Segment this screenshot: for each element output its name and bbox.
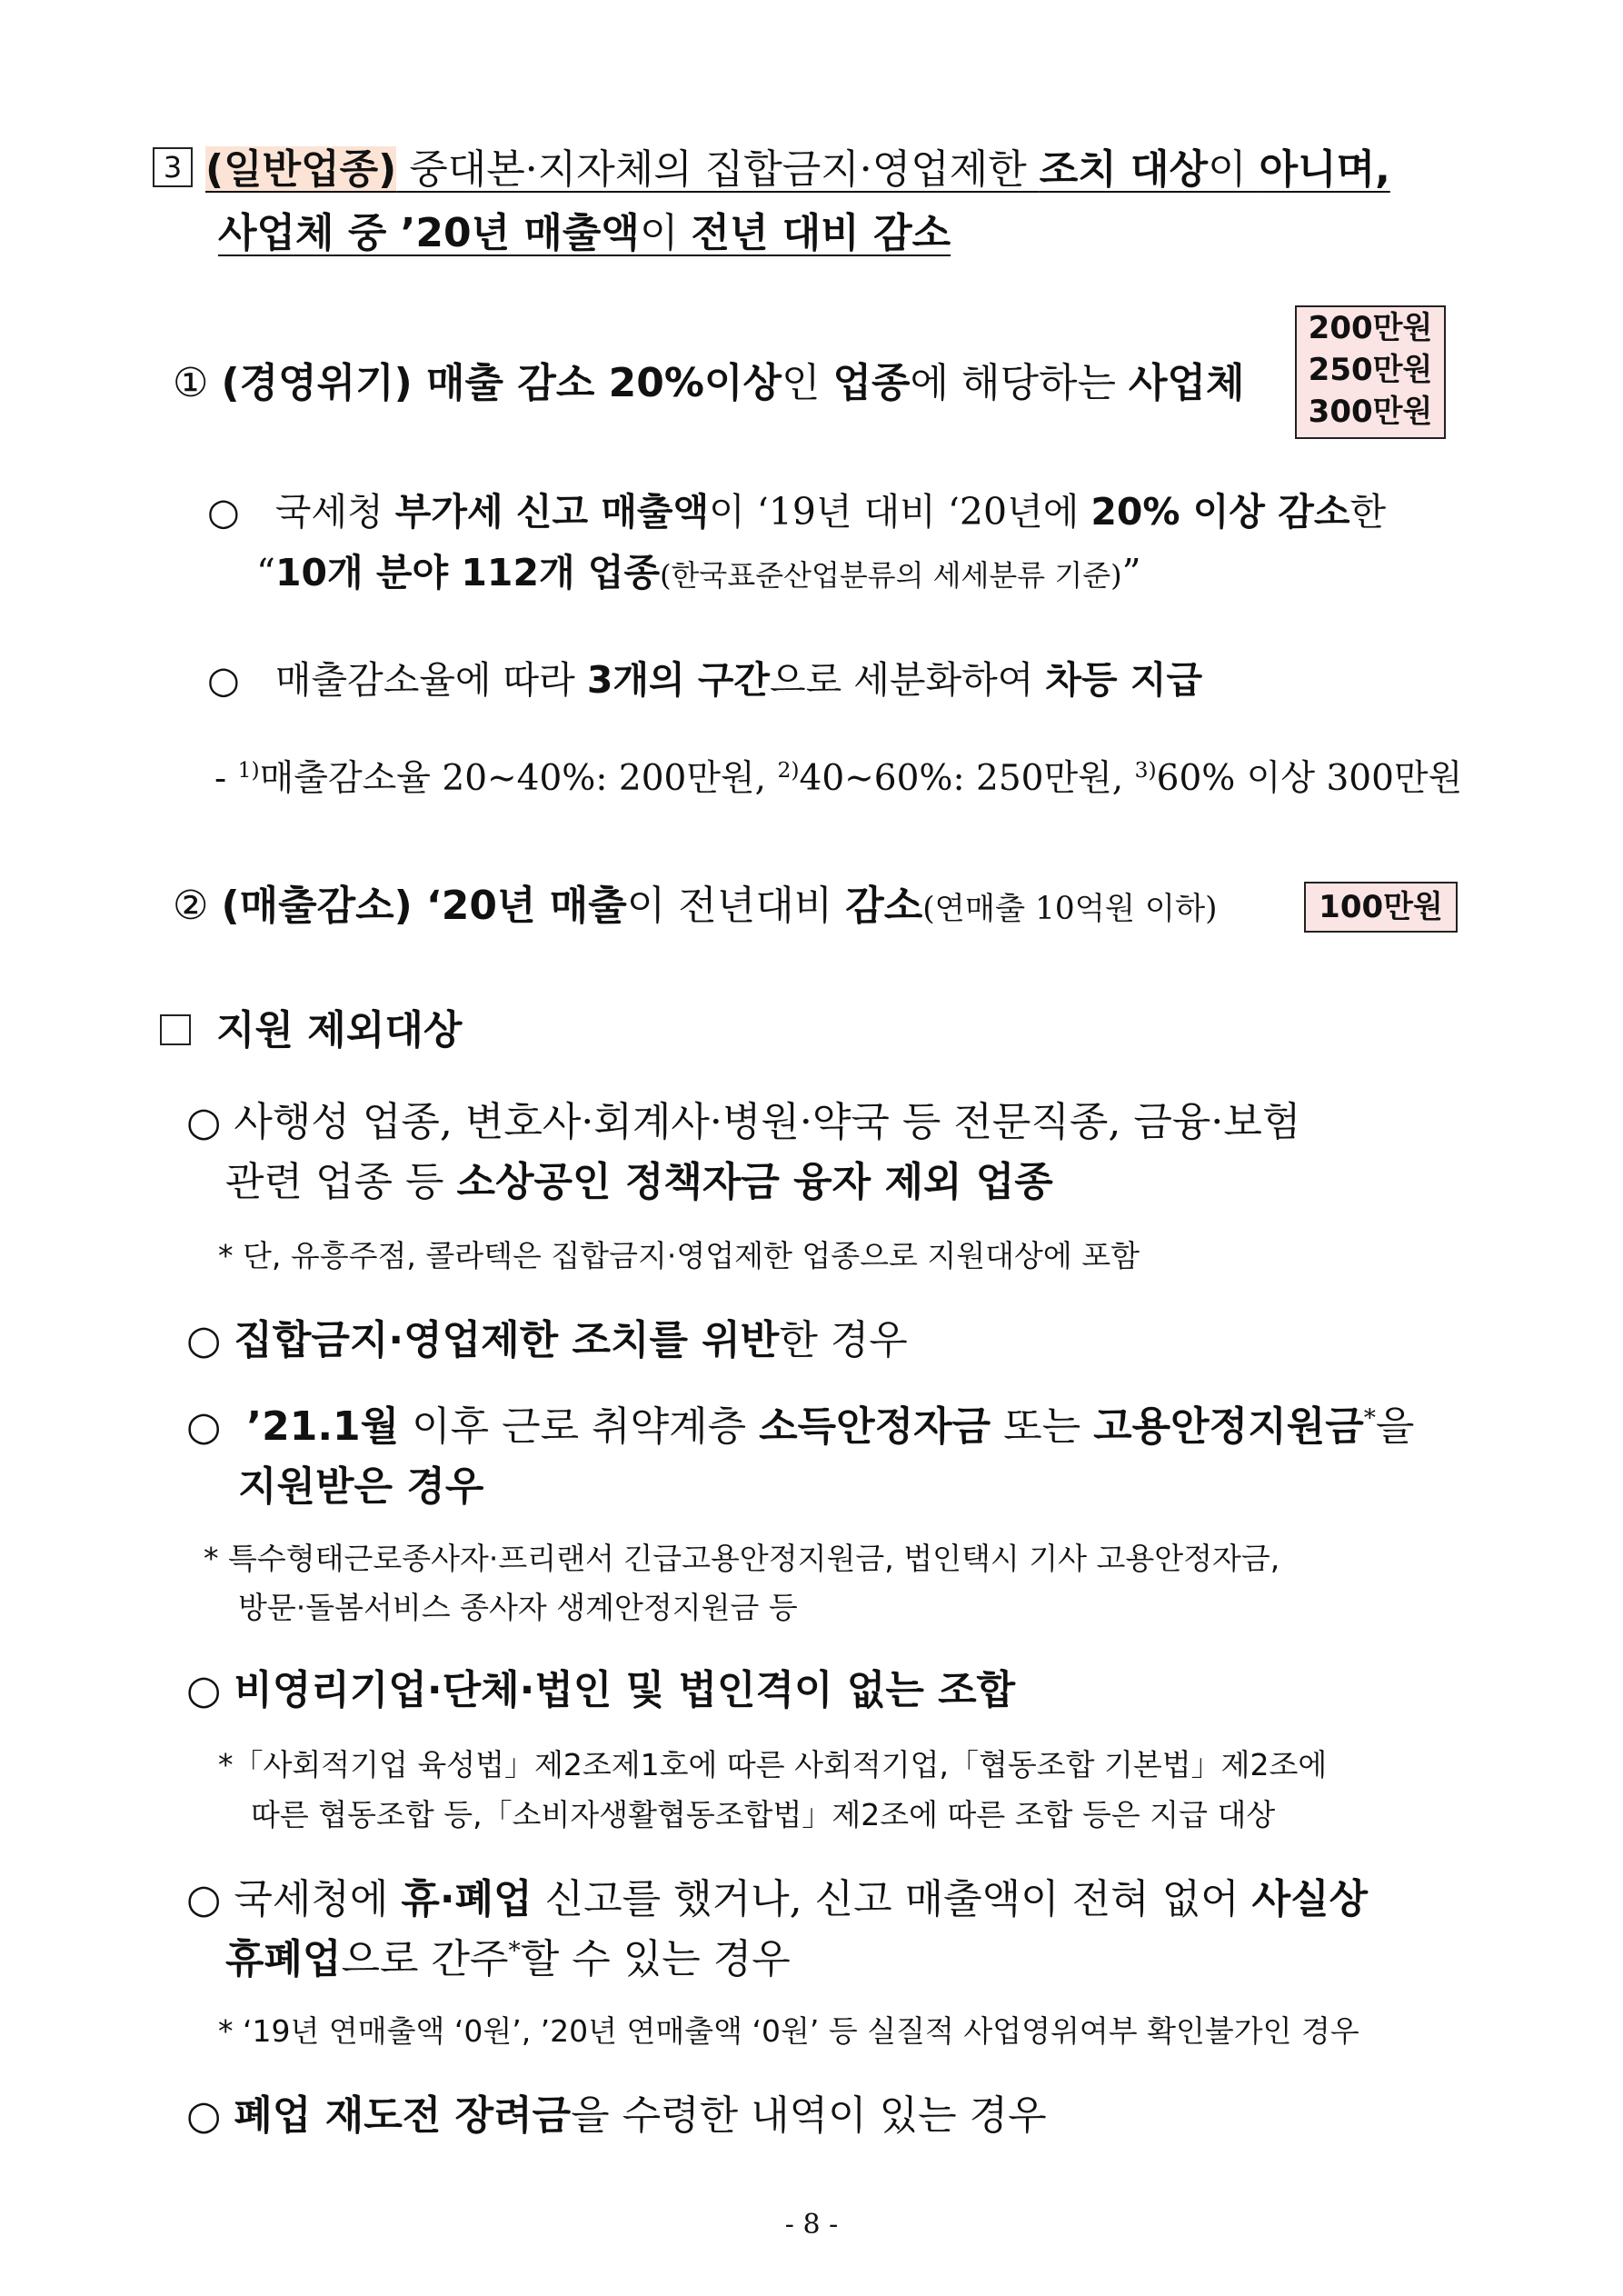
exclusion-5-note: * ‘19년 연매출액 ‘0원’, ’20년 연매출액 ‘0원’ 등 실질적 사업영위여부 확인불가인 경우 [218, 2013, 1359, 2049]
item2-heading: ② (매출감소) ‘20년 매출이 전년대비 감소(연매출 10억원 이하) [173, 883, 1218, 929]
checkbox-square-icon [160, 1014, 191, 1045]
item1-heading: ① (경영위기) 매출 감소 20%이상인 업종에 해당하는 사업체 [173, 360, 1245, 406]
section3-line2: 사업체 중 ’20년 매출액이 전년 대비 감소 [218, 210, 951, 256]
section3-category: (일반업종) [205, 146, 397, 193]
exclusion-1-line1: ○ 사행성 업종, 변호사·회계사·병원·약국 등 전문직종, 금융·보험 [186, 1099, 1301, 1145]
exclusion-4-note2: 따른 협동조합 등,「소비자생활협동조합법」제2조에 따른 조합 등은 지급 대상 [251, 1797, 1276, 1832]
item1-tiers: - $^{1)}$매출감소율 20~40%: 200만원, $^{2)}$40~60%: 250만원, $^{3)}$60% 이상 300만원 [214, 757, 1463, 799]
item1-bullet2: ○ 매출감소율에 따라 3개의 구간으로 세분화하여 차등 지급 [207, 658, 1203, 702]
exclusion-3-line1: ○ ’21.1월 이후 근로 취약계층 소득안정자금 또는 고용안정지원금*을 [186, 1403, 1415, 1450]
exclusion-1-line2: 관련 업종 등 소상공인 정책자금 융자 제외 업종 [225, 1159, 1053, 1205]
item1-bullet1-line2: “10개 분야 112개 업종(한국표준산업분류의 세세분류 기준)” [256, 551, 1141, 594]
exclusion-4-note1: *「사회적기업 육성법」제2조제1호에 따른 사회적기업,「협동조합 기본법」제2조에 [218, 1747, 1328, 1782]
exclusion-2: ○ 집합금지·영업제한 조치를 위반한 경우 [186, 1317, 908, 1363]
item1-bullet1-line1: ○ 국세청 부가세 신고 매출액이 ‘19년 대비 ‘20년에 20% 이상 감소한 [207, 490, 1387, 534]
exclusions-heading: 지원 제외대상 [160, 1002, 462, 1060]
exclusion-3-line2: 지원받은 경우 [238, 1463, 484, 1510]
section3-line1: 3 (일반업종) 중대본·지자체의 집합금지·영업제한 조치 대상이 아니며, [153, 141, 1390, 199]
exclusion-6: ○ 폐업 재도전 장려금을 수령한 내역이 있는 경우 [186, 2092, 1047, 2139]
page-number: - 8 - [784, 2209, 839, 2241]
exclusion-1-note: * 단, 유흥주점, 콜라텍은 집합금지·영업제한 업종으로 지원대상에 포함 [218, 1238, 1140, 1273]
section-number-box: 3 [153, 147, 193, 187]
exclusion-5-line2: 휴폐업으로 간주*할 수 있는 경우 [225, 1936, 791, 1982]
exclusion-4: ○ 비영리기업·단체·법인 및 법인격이 없는 조합 [186, 1667, 1016, 1713]
exclusion-3-note1: * 특수형태근로종사자·프리랜서 긴급고용안정지원금, 법인택시 기사 고용안정자금, [204, 1541, 1280, 1576]
exclusion-3-note2: 방문·돌봄서비스 종사자 생계안정지원금 등 [238, 1590, 798, 1625]
item2-amount-box: 100만원 [1304, 882, 1458, 933]
exclusion-5-line1: ○ 국세청에 휴·폐업 신고를 했거나, 신고 매출액이 전혀 없어 사실상 [186, 1876, 1369, 1922]
item1-amount-box: 200만원 250만원 300만원 [1295, 305, 1446, 439]
